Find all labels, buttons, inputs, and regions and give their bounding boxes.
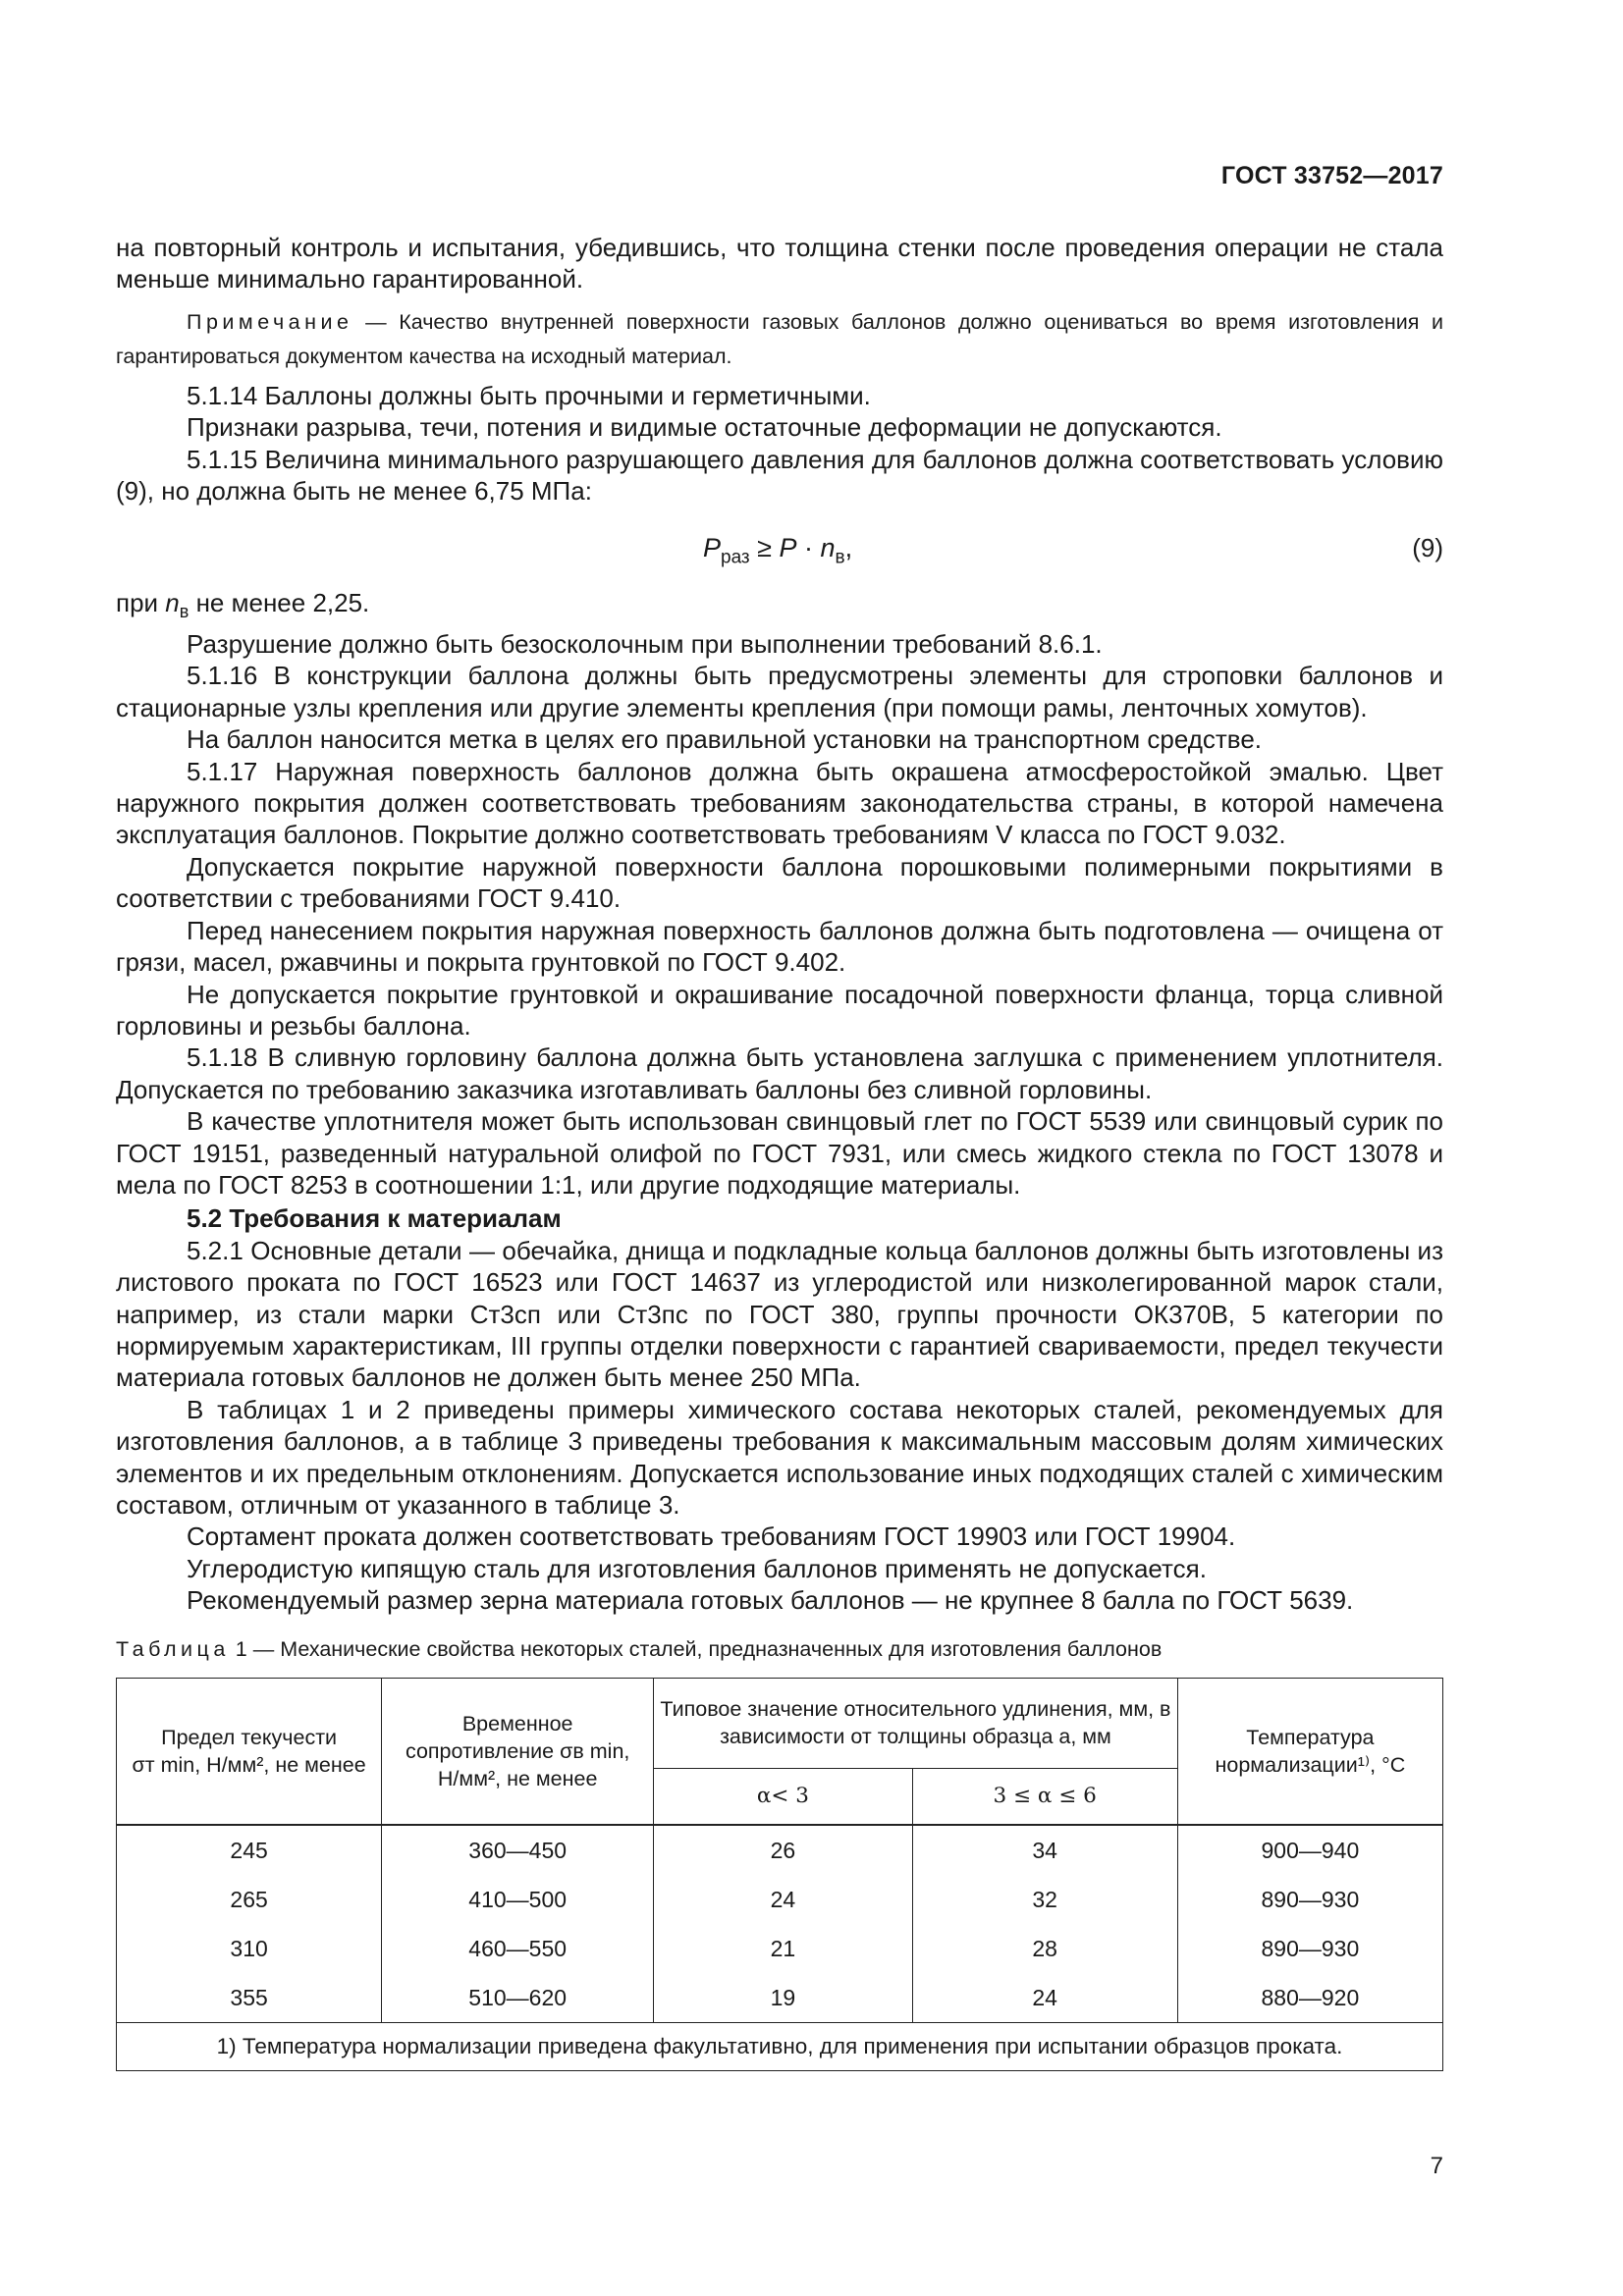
table-row [117, 1973, 1443, 2023]
clause-5-1-14: 5.1.14 Баллоны должны быть прочными и герметичными. [187, 380, 871, 410]
cell: 265 [117, 1875, 382, 1924]
note [116, 305, 1443, 374]
paragraph: Сортамент проката должен соответствовать требованиям ГОСТ 19903 или ГОСТ 19904. [187, 1522, 1236, 1552]
cell: 310 [117, 1924, 382, 1973]
header-thickness-lt3: α< 3 [654, 1768, 912, 1825]
cell: 460—550 [382, 1924, 654, 1973]
header-thickness-3-6: 3 ≤ α ≤ 6 [912, 1768, 1177, 1825]
cell: 24 [912, 1973, 1177, 2023]
cell: 880—920 [1177, 1973, 1442, 2023]
cell: 360—450 [382, 1825, 654, 1875]
header-tensile-line: Временное [461, 1711, 573, 1735]
page-number: 7 [1430, 2153, 1443, 2179]
cell: 34 [912, 1825, 1177, 1875]
text-span: не менее 2,25. [195, 588, 370, 618]
cell: 32 [912, 1875, 1177, 1924]
clause-5-1-17: 5.1.17 Наружная поверхность баллонов должна быть окрашена атмосферостойкой эмалью. Цвет наружного покрытия должен соответствовать требованиям законодательства страны, в которой намечена эксплуатация баллонов. Покрытие должно соответствовать требованиям V класса по ГОСТ 9.032. [116, 756, 1443, 850]
header-yield-unit: σт min, Н/мм², не менее [132, 1752, 366, 1777]
table-row [117, 1825, 1443, 1875]
formula-9 [116, 518, 1443, 587]
cell: 245 [117, 1825, 382, 1875]
cell: 26 [654, 1825, 912, 1875]
clause-5-1-16: 5.1.16 В конструкции баллона должны быть предусмотрены элементы для строповки баллонов и стационарные узлы крепления или другие элементы крепления (при помощи рамы, ленточных хомутов). [116, 661, 1443, 722]
cell: 900—940 [1177, 1825, 1442, 1875]
table-row [117, 1875, 1443, 1924]
paragraph: при $n_в$ не менее 2,25. [116, 588, 370, 622]
cell: 510—620 [382, 1973, 654, 2023]
text-span: при [116, 588, 159, 618]
header-yield-title: Предел текучести [161, 1725, 338, 1749]
cell: 24 [654, 1875, 912, 1924]
cell: 28 [912, 1924, 1177, 1973]
cell: 890—930 [1177, 1875, 1442, 1924]
clause-5-1-15: 5.1.15 Величина минимального разрушающего давления для баллонов должна соответствовать условию (9), но должна быть не менее 6,75 МПа: [116, 444, 1443, 507]
header-elongation: Типовое значение относительного удлинения, мм, в зависимости от толщины образца a, мм [654, 1678, 1178, 1768]
paragraph: Разрушение должно быть безосколочным при выполнении требований 8.6.1. [187, 629, 1103, 660]
paragraph: В качестве уплотнителя может быть использован свинцовый глет по ГОСТ 5539 или свинцовый сурик по ГОСТ 19151, разведенный натуральной олифой по ГОСТ 7931, или смесь жидкого стекла по ГОСТ 13078 и мела по ГОСТ 8253 в соотношении 1:1, или другие подходящие материалы. [116, 1106, 1443, 1200]
table-row [117, 1924, 1443, 1973]
table-footnote: 1) Температура нормализации приведена факультативно, для применения при испытании образцов проката. [117, 2023, 1443, 2071]
cell: 21 [654, 1924, 912, 1973]
paragraph: Углеродистую кипящую сталь для изготовления баллонов применять не допускается. [187, 1553, 1207, 1583]
document-code: ГОСТ 33752—2017 [1220, 162, 1443, 189]
note-text: — Качество внутренней поверхности газовых баллонов должно оцениваться во время изготовления и гарантироваться документом качества на исходный материал. [116, 309, 1443, 368]
paragraph: Рекомендуемый размер зерна материала готовых баллонов — не крупнее 8 балла по ГОСТ 5639. [187, 1585, 1354, 1616]
clause-5-1-18: 5.1.18 В сливную горловину баллона должна быть установлена заглушка с применением уплотнителя. Допускается по требованию заказчика изготавливать баллоны без сливной горловины. [116, 1042, 1443, 1104]
formula-expression: $P_{раз} \ge P \cdot n_в$, [703, 533, 853, 568]
paragraph: Не допускается покрытие грунтовкой и окрашивание посадочной поверхности фланца, торца сливной горловины и резьбы баллона. [116, 979, 1443, 1041]
table-caption [116, 1634, 1443, 1664]
table-caption-text: 1 — Механические свойства некоторых сталей, предназначенных для изготовления баллонов [235, 1636, 1163, 1661]
paragraph: На баллон наносится метка в целях его правильной установки на транспортном средстве. [187, 724, 1263, 755]
mechanical-properties-table [116, 1678, 1443, 2072]
cell: 19 [654, 1973, 912, 2023]
header-tensile-line: Н/мм², не менее [437, 1766, 598, 1790]
cell: 410—500 [382, 1875, 654, 1924]
header-temperature: Температура нормализации¹⁾, °C [1177, 1678, 1442, 1825]
header-tensile-line: сопротивление σв min, [405, 1738, 630, 1763]
header-tensile [382, 1678, 654, 1825]
clause-5-2-1: 5.2.1 Основные детали — обечайка, днища и подкладные кольца баллонов должны быть изготовлены из листового проката по ГОСТ 16523 или ГОСТ 14637 из углеродистой или низколегированной марок стали, например, из стали марки Ст3сп или Ст3пс по ГОСТ 380, группы прочности ОК370В, 5 категории по нормируемым характеристикам, III группы отделки поверхности с гарантией свариваемости, предел текучести материала готовых баллонов не должен быть менее 250 МПа. [116, 1235, 1443, 1393]
cell: 890—930 [1177, 1924, 1442, 1973]
cell: 355 [117, 1973, 382, 2023]
paragraph: Допускается покрытие наружной поверхности баллона порошковыми полимерными покрытиями в соответствии с требованиями ГОСТ 9.410. [116, 851, 1443, 914]
formula-number: (9) [1412, 533, 1443, 563]
table-caption-label: Таблица [116, 1636, 230, 1661]
table-footnote-row [117, 2023, 1443, 2071]
note-label: Примечание [187, 309, 353, 334]
paragraph: Перед нанесением покрытия наружная поверхность баллонов должна быть подготовлена — очищена от грязи, масел, ржавчины и покрыта грунтовкой по ГОСТ 9.402. [116, 915, 1443, 978]
paragraph: Признаки разрыва, течи, потения и видимые остаточные деформации не допускаются. [187, 412, 1222, 443]
document-body [116, 232, 1443, 2071]
paragraph: В таблицах 1 и 2 приведены примеры химического состава некоторых сталей, рекомендуемых для изготовления баллонов, а в таблице 3 приведены требования к максимальным массовым долям химических элементов и их предельным отклонениям. Допускается использование иных подходящих сталей с химическим составом, отличным от указанного в таблице 3. [116, 1394, 1443, 1520]
section-heading: 5.2 Требования к материалам [187, 1203, 562, 1234]
header-yield [117, 1678, 382, 1825]
paragraph: на повторный контроль и испытания, убедившись, что толщина стенки после проведения операции не стала меньше минимально гарантированной. [116, 233, 1443, 294]
